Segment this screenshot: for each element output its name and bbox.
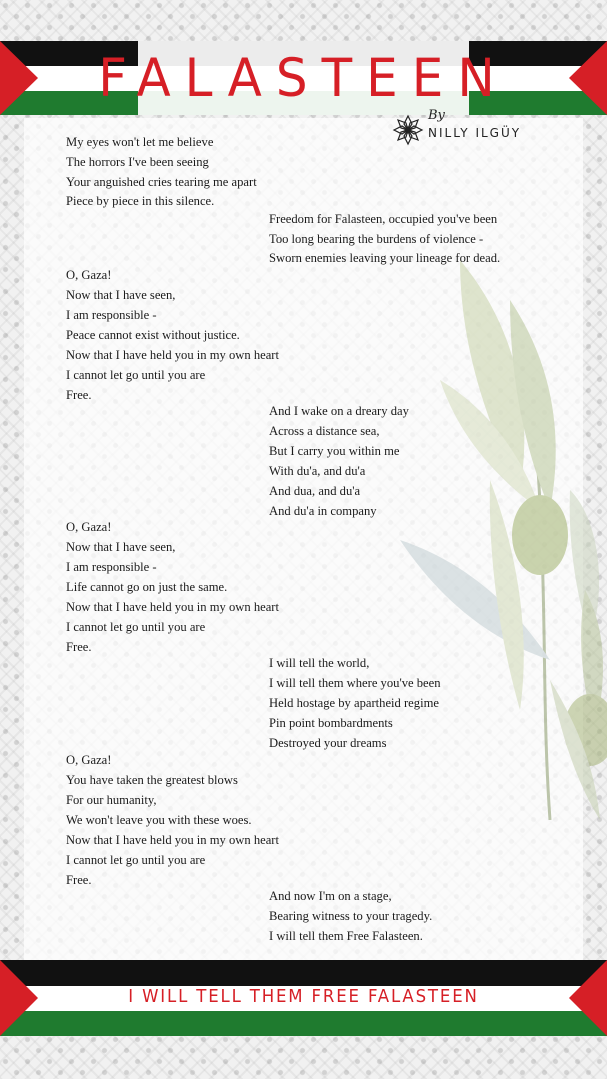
poem-line: Now that I have held you in my own heart bbox=[66, 600, 279, 614]
poem-line: Too long bearing the burdens of violence - bbox=[269, 232, 484, 246]
poem-line: Destroyed your dreams bbox=[269, 736, 387, 750]
poem-line: For our humanity, bbox=[66, 793, 157, 807]
poem-line: I am responsible - bbox=[66, 560, 157, 574]
poem-line: The horrors I've been seeing bbox=[66, 155, 209, 169]
poem-line: Free. bbox=[66, 388, 92, 402]
poem-line: Now that I have held you in my own heart bbox=[66, 348, 279, 362]
poem-line: Freedom for Falasteen, occupied you've been bbox=[269, 212, 498, 226]
poem-line: But I carry you within me bbox=[269, 444, 400, 458]
poem-line: Pin point bombardments bbox=[269, 716, 393, 730]
author-name: NILLY ILGÜY bbox=[428, 126, 522, 140]
by-label: By bbox=[428, 108, 445, 123]
poem-line: Free. bbox=[66, 873, 92, 887]
poem-line: I am responsible - bbox=[66, 308, 157, 322]
poem-line: Piece by piece in this silence. bbox=[66, 194, 215, 208]
poem-line: And du'a in company bbox=[269, 504, 377, 518]
poem-line: And dua, and du'a bbox=[269, 484, 361, 498]
poem-line: With du'a, and du'a bbox=[269, 464, 366, 478]
poem-line: O, Gaza! bbox=[66, 520, 112, 534]
page-title: FALASTEEN bbox=[98, 47, 509, 109]
poem-line: My eyes won't let me believe bbox=[66, 135, 214, 149]
poem-line: Free. bbox=[66, 640, 92, 654]
poem-line: O, Gaza! bbox=[66, 268, 112, 282]
poem-line: And I wake on a dreary day bbox=[269, 404, 409, 418]
poem-line: I will tell them where you've been bbox=[269, 676, 441, 690]
poem-line: I cannot let go until you are bbox=[66, 620, 206, 634]
poem-line: I cannot let go until you are bbox=[66, 853, 206, 867]
poem-line: We won't leave you with these woes. bbox=[66, 813, 252, 827]
poem-line: O, Gaza! bbox=[66, 753, 112, 767]
poem-line: Held hostage by apartheid regime bbox=[269, 696, 439, 710]
poem-line: Bearing witness to your tragedy. bbox=[269, 909, 433, 923]
poem-line: Now that I have seen, bbox=[66, 288, 176, 302]
poem-line: And now I'm on a stage, bbox=[269, 889, 392, 903]
poem-line: Peace cannot exist without justice. bbox=[66, 328, 240, 342]
poem-line: Now that I have seen, bbox=[66, 540, 176, 554]
poem-line: Sworn enemies leaving your lineage for dead. bbox=[269, 251, 501, 265]
footer-slogan: I WILL TELL THEM FREE FALASTEEN bbox=[128, 986, 479, 1007]
poem-line: Now that I have held you in my own heart bbox=[66, 833, 279, 847]
poem-line: I will tell them Free Falasteen. bbox=[269, 929, 423, 943]
poem-line: Life cannot go on just the same. bbox=[66, 580, 228, 594]
poem-line: You have taken the greatest blows bbox=[66, 773, 238, 787]
poem-line: I cannot let go until you are bbox=[66, 368, 206, 382]
poem-line: Across a distance sea, bbox=[269, 424, 380, 438]
poem-line: Your anguished cries tearing me apart bbox=[66, 175, 257, 189]
poem-line: I will tell the world, bbox=[269, 656, 370, 670]
